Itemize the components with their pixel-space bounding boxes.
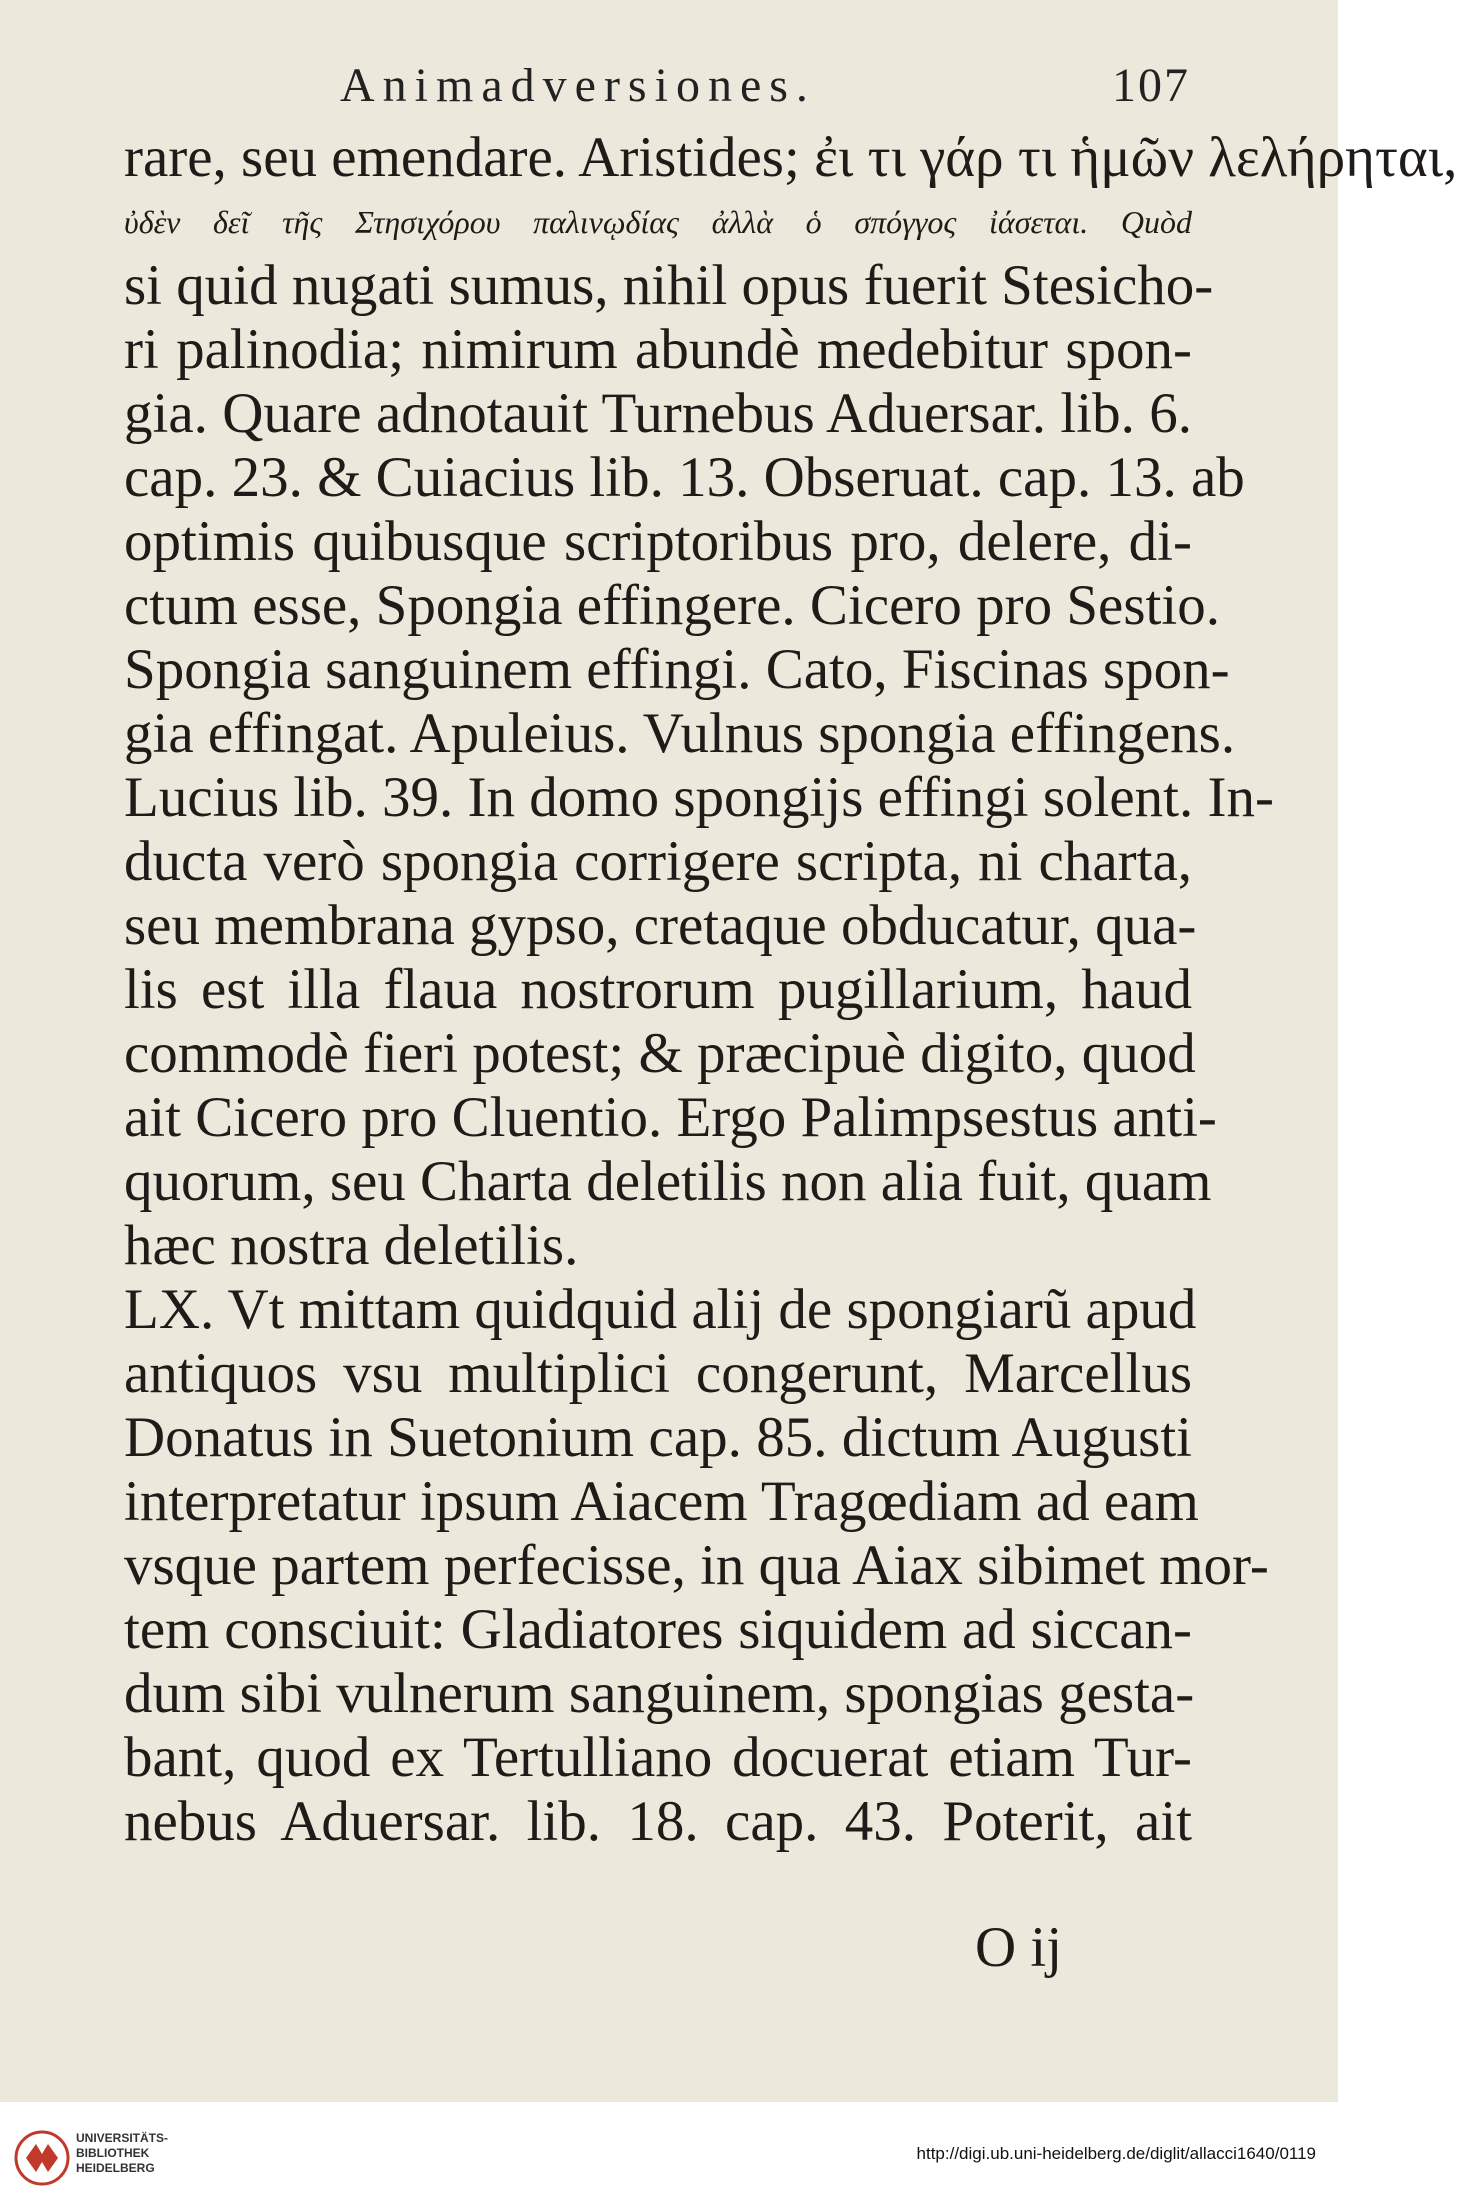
body-text: [124, 126, 1457, 1854]
text-line: ducta verò spongia corrigere scripta, ni charta,: [124, 830, 1192, 893]
text-line: Spongia sanguinem effingi. Cato, Fiscinas spon-: [124, 638, 1230, 701]
text-line: optimis quibusque scriptoribus pro, delere, di-: [124, 510, 1192, 573]
text-line: nebus Aduersar. lib. 18. cap. 43. Poterit, ait: [124, 1790, 1192, 1853]
institution-line: BIBLIOTHEK: [76, 2146, 150, 2160]
text-line: lis est illa flaua nostrorum pugillarium, haud: [124, 958, 1192, 1021]
text-line: Donatus in Suetonium cap. 85. dictum Augusti: [124, 1406, 1192, 1469]
running-header: [340, 58, 1190, 120]
text-line: tem consciuit: Gladiatores siquidem ad siccan-: [124, 1598, 1192, 1661]
page-number: 107: [1112, 59, 1190, 112]
text-line: Lucius lib. 39. In domo spongijs effingi solent. In-: [124, 766, 1274, 829]
text-line: dum sibi vulnerum sanguinem, spongias gesta-: [124, 1662, 1195, 1725]
text-line: ctum esse, Spongia effingere. Cicero pro Sestio.: [124, 574, 1220, 637]
text-line: gia effingat. Apuleius. Vulnus spongia effingens.: [124, 702, 1236, 765]
text-line: antiquos vsu multiplici congerunt, Marcellus: [124, 1342, 1192, 1405]
signature-mark: O ij: [975, 1916, 1063, 1979]
text-line: commodè fieri potest; & præcipuè digito, quod: [124, 1022, 1196, 1085]
text-line: ὐδὲν δεῖ τῆς Στησιχόρου παλινῳδίας ἀλλὰ ὁ σπόγγος ἰάσεται. Quòd: [124, 204, 1192, 240]
text-line: si quid nugati sumus, nihil opus fuerit Stesicho-: [124, 254, 1214, 317]
running-title: Animadversiones.: [340, 59, 816, 112]
library-logo-icon: [14, 2130, 70, 2186]
institution-name: [76, 2131, 226, 2176]
text-line: ait Cicero pro Cluentio. Ergo Palimpsestus anti-: [124, 1086, 1217, 1149]
text-line: hæc nostra deletilis.: [124, 1214, 579, 1277]
text-line: gia. Quare adnotauit Turnebus Aduersar. lib. 6.: [124, 382, 1192, 445]
text-line: seu membrana gypso, cretaque obducatur, qua-: [124, 894, 1197, 957]
text-line: quorum, seu Charta deletilis non alia fuit, quam: [124, 1150, 1212, 1213]
institution-line: HEIDELBERG: [76, 2161, 155, 2175]
text-line: cap. 23. & Cuiacius lib. 13. Obseruat. cap. 13. ab: [124, 446, 1245, 509]
text-line: interpretatur ipsum Aiacem Tragœdiam ad eam: [124, 1470, 1199, 1533]
text-line: bant, quod ex Tertulliano docuerat etiam Tur-: [124, 1726, 1192, 1789]
text-line: rare, seu emendare. Aristides; ἐι τι γάρ τι ἡμῶν λελήρηται,: [124, 126, 1457, 189]
text-line: ri palinodia; nimirum abundè medebitur spon-: [124, 318, 1192, 381]
text-line: LX. Vt mittam quidquid alij de spongiarũ apud: [124, 1278, 1197, 1341]
source-url: http://digi.ub.uni-heidelberg.de/diglit/allacci1640/0119: [916, 2144, 1316, 2163]
text-line: vsque partem perfecisse, in qua Aiax sibimet mor-: [124, 1534, 1269, 1597]
institution-line: UNIVERSITÄTS-: [76, 2131, 169, 2145]
